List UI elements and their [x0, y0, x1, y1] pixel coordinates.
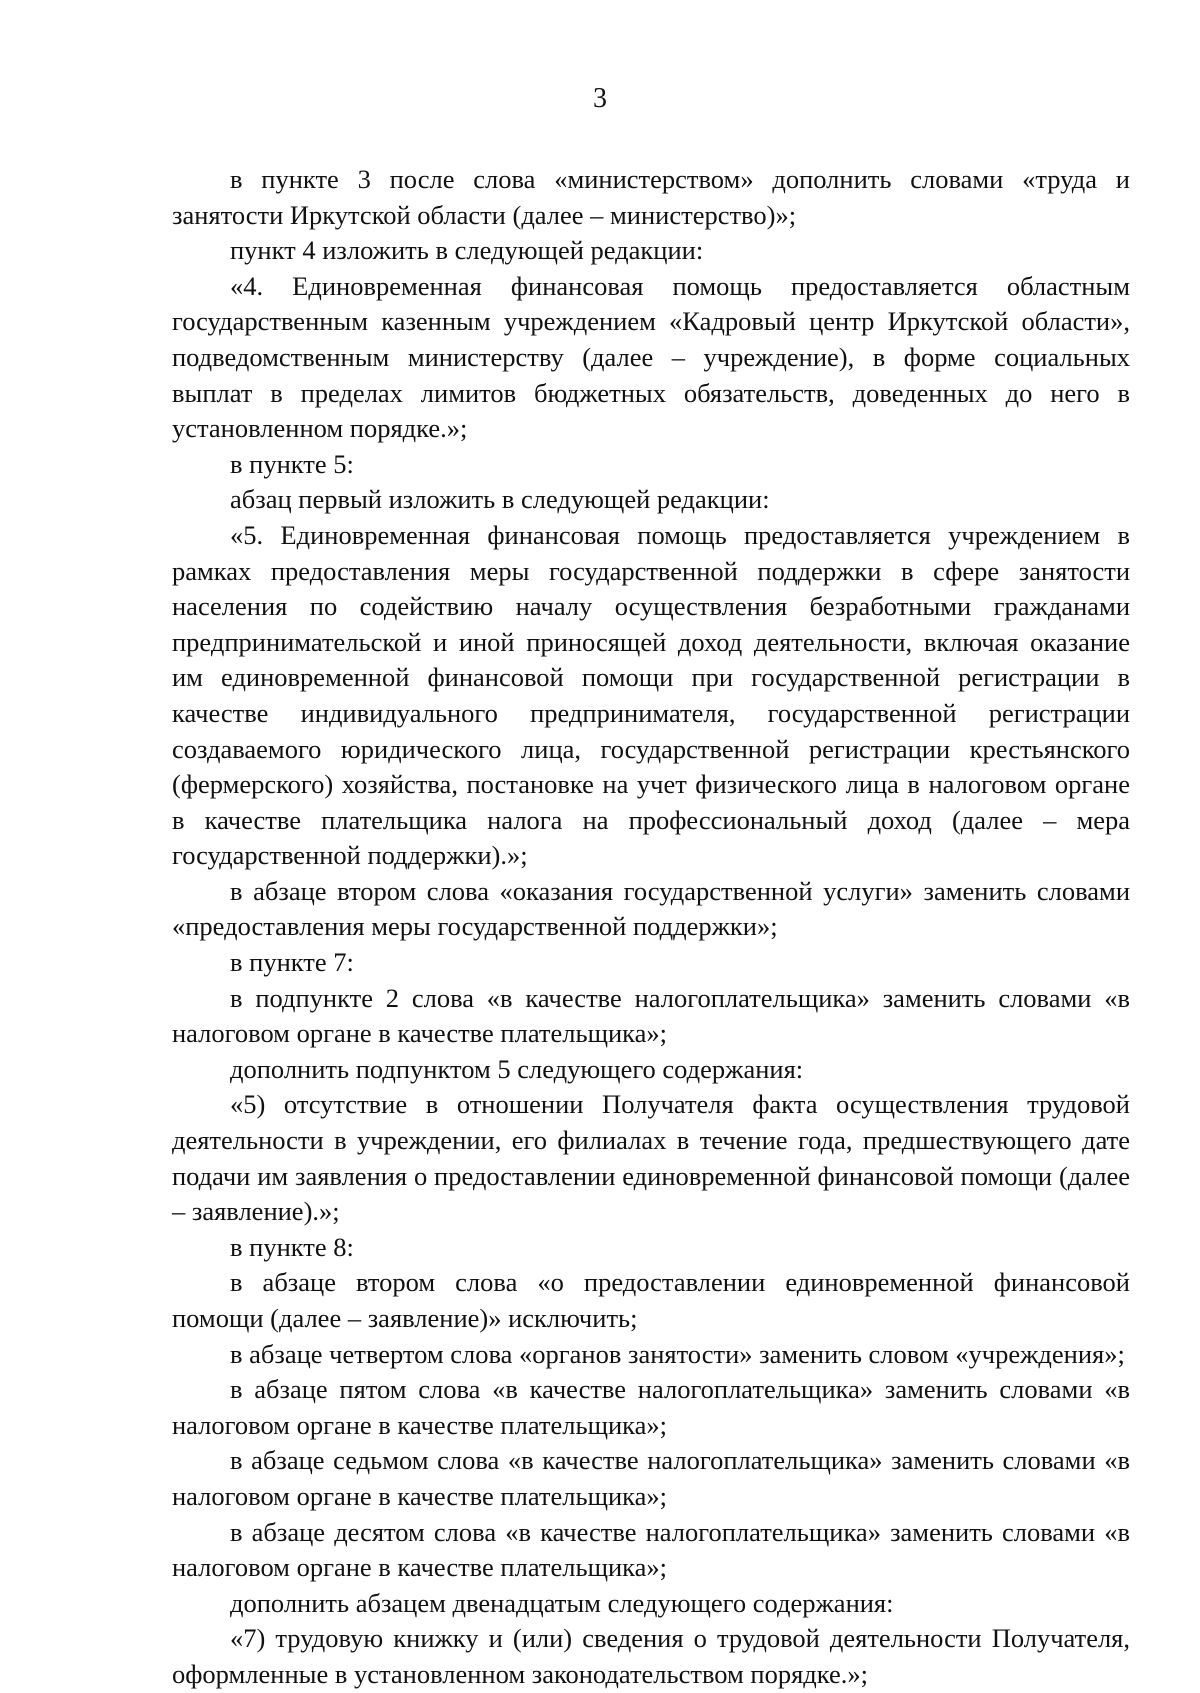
paragraph: «5) отсутствие в отношении Получателя факта осуществления трудовой деятельности в учреждении, его филиалах в течение года, предшествующего дате подачи им заявления о предоставлении единовременной финансовой помощи (далее – заявление).»;: [172, 1089, 1130, 1227]
paragraph: в абзаце пятом слова «в качестве налогоплательщика» заменить словами «в налоговом органе в качестве плательщика»;: [172, 1374, 1130, 1440]
paragraph: в пункте 5:: [230, 448, 354, 479]
paragraph: в абзаце десятом слова «в качестве налогоплательщика» заменить словами «в налоговом органе в качестве плательщика»;: [172, 1516, 1130, 1583]
paragraph: абзац первый изложить в следующей редакции:: [230, 484, 770, 515]
paragraph: «4. Единовременная финансовая помощь предоставляется областным государственным казенным учреждением «Кадровый центр Иркутской области», подведомственным министерству (далее – учреждение), в форме социальных выплат в пределах лимитов бюджетных обязательств, доведенных до него в установленном порядке.»;: [172, 270, 1130, 444]
paragraph: в подпункте 2 слова «в качестве налогоплательщика» заменить словами «в налоговом органе в качестве плательщика»;: [172, 982, 1130, 1049]
paragraph: «5. Единовременная финансовая помощь предоставляется учреждением в рамках предоставления меры государственной поддержки в сфере занятости населения по содействию началу осуществления безработными гражданами предпринимательской и иной приносящей доход деятельности, включая оказание им единовременной финансовой помощи при государственной регистрации в качестве индивидуального предпринимателя, государственной регистрации создаваемого юридического лица, государственной регистрации крестьянского (фермерского) хозяйства, постановке на учет физического лица в налоговом органе в качестве плательщика налога на профессиональный доход (далее – мера государственной поддержки).»;: [172, 519, 1130, 871]
paragraph: дополнить абзацем двенадцатым следующего содержания:: [230, 1587, 894, 1618]
document-body: [172, 162, 1130, 1693]
paragraph: в пункте 3 после слова «министерством» дополнить словами «труда и занятости Иркутской области (далее – министерство)»;: [172, 164, 1130, 230]
paragraph: в абзаце седьмом слова «в качестве налогоплательщика» заменить словами «в налоговом органе в качестве плательщика»;: [172, 1445, 1130, 1511]
paragraph: в пункте 8:: [230, 1231, 354, 1262]
paragraph: в абзаце четвертом слова «органов занятости» заменить словом «учреждения»;: [230, 1338, 1125, 1369]
paragraph: в пункте 7:: [230, 947, 354, 978]
paragraph: в абзаце втором слова «о предоставлении единовременной финансовой помощи (далее – заявление)» исключить;: [172, 1267, 1130, 1333]
paragraph: дополнить подпунктом 5 следующего содержания:: [230, 1053, 804, 1084]
page-number: 3: [593, 83, 607, 114]
paragraph: пункт 4 изложить в следующей редакции:: [230, 235, 704, 266]
paragraph: в абзаце втором слова «оказания государственной услуги» заменить словами «предоставления меры государственной поддержки»;: [172, 875, 1130, 942]
paragraph: «7) трудовую книжку и (или) сведения о трудовой деятельности Получателя, оформленные в установленном законодательством порядке.»;: [172, 1623, 1130, 1689]
